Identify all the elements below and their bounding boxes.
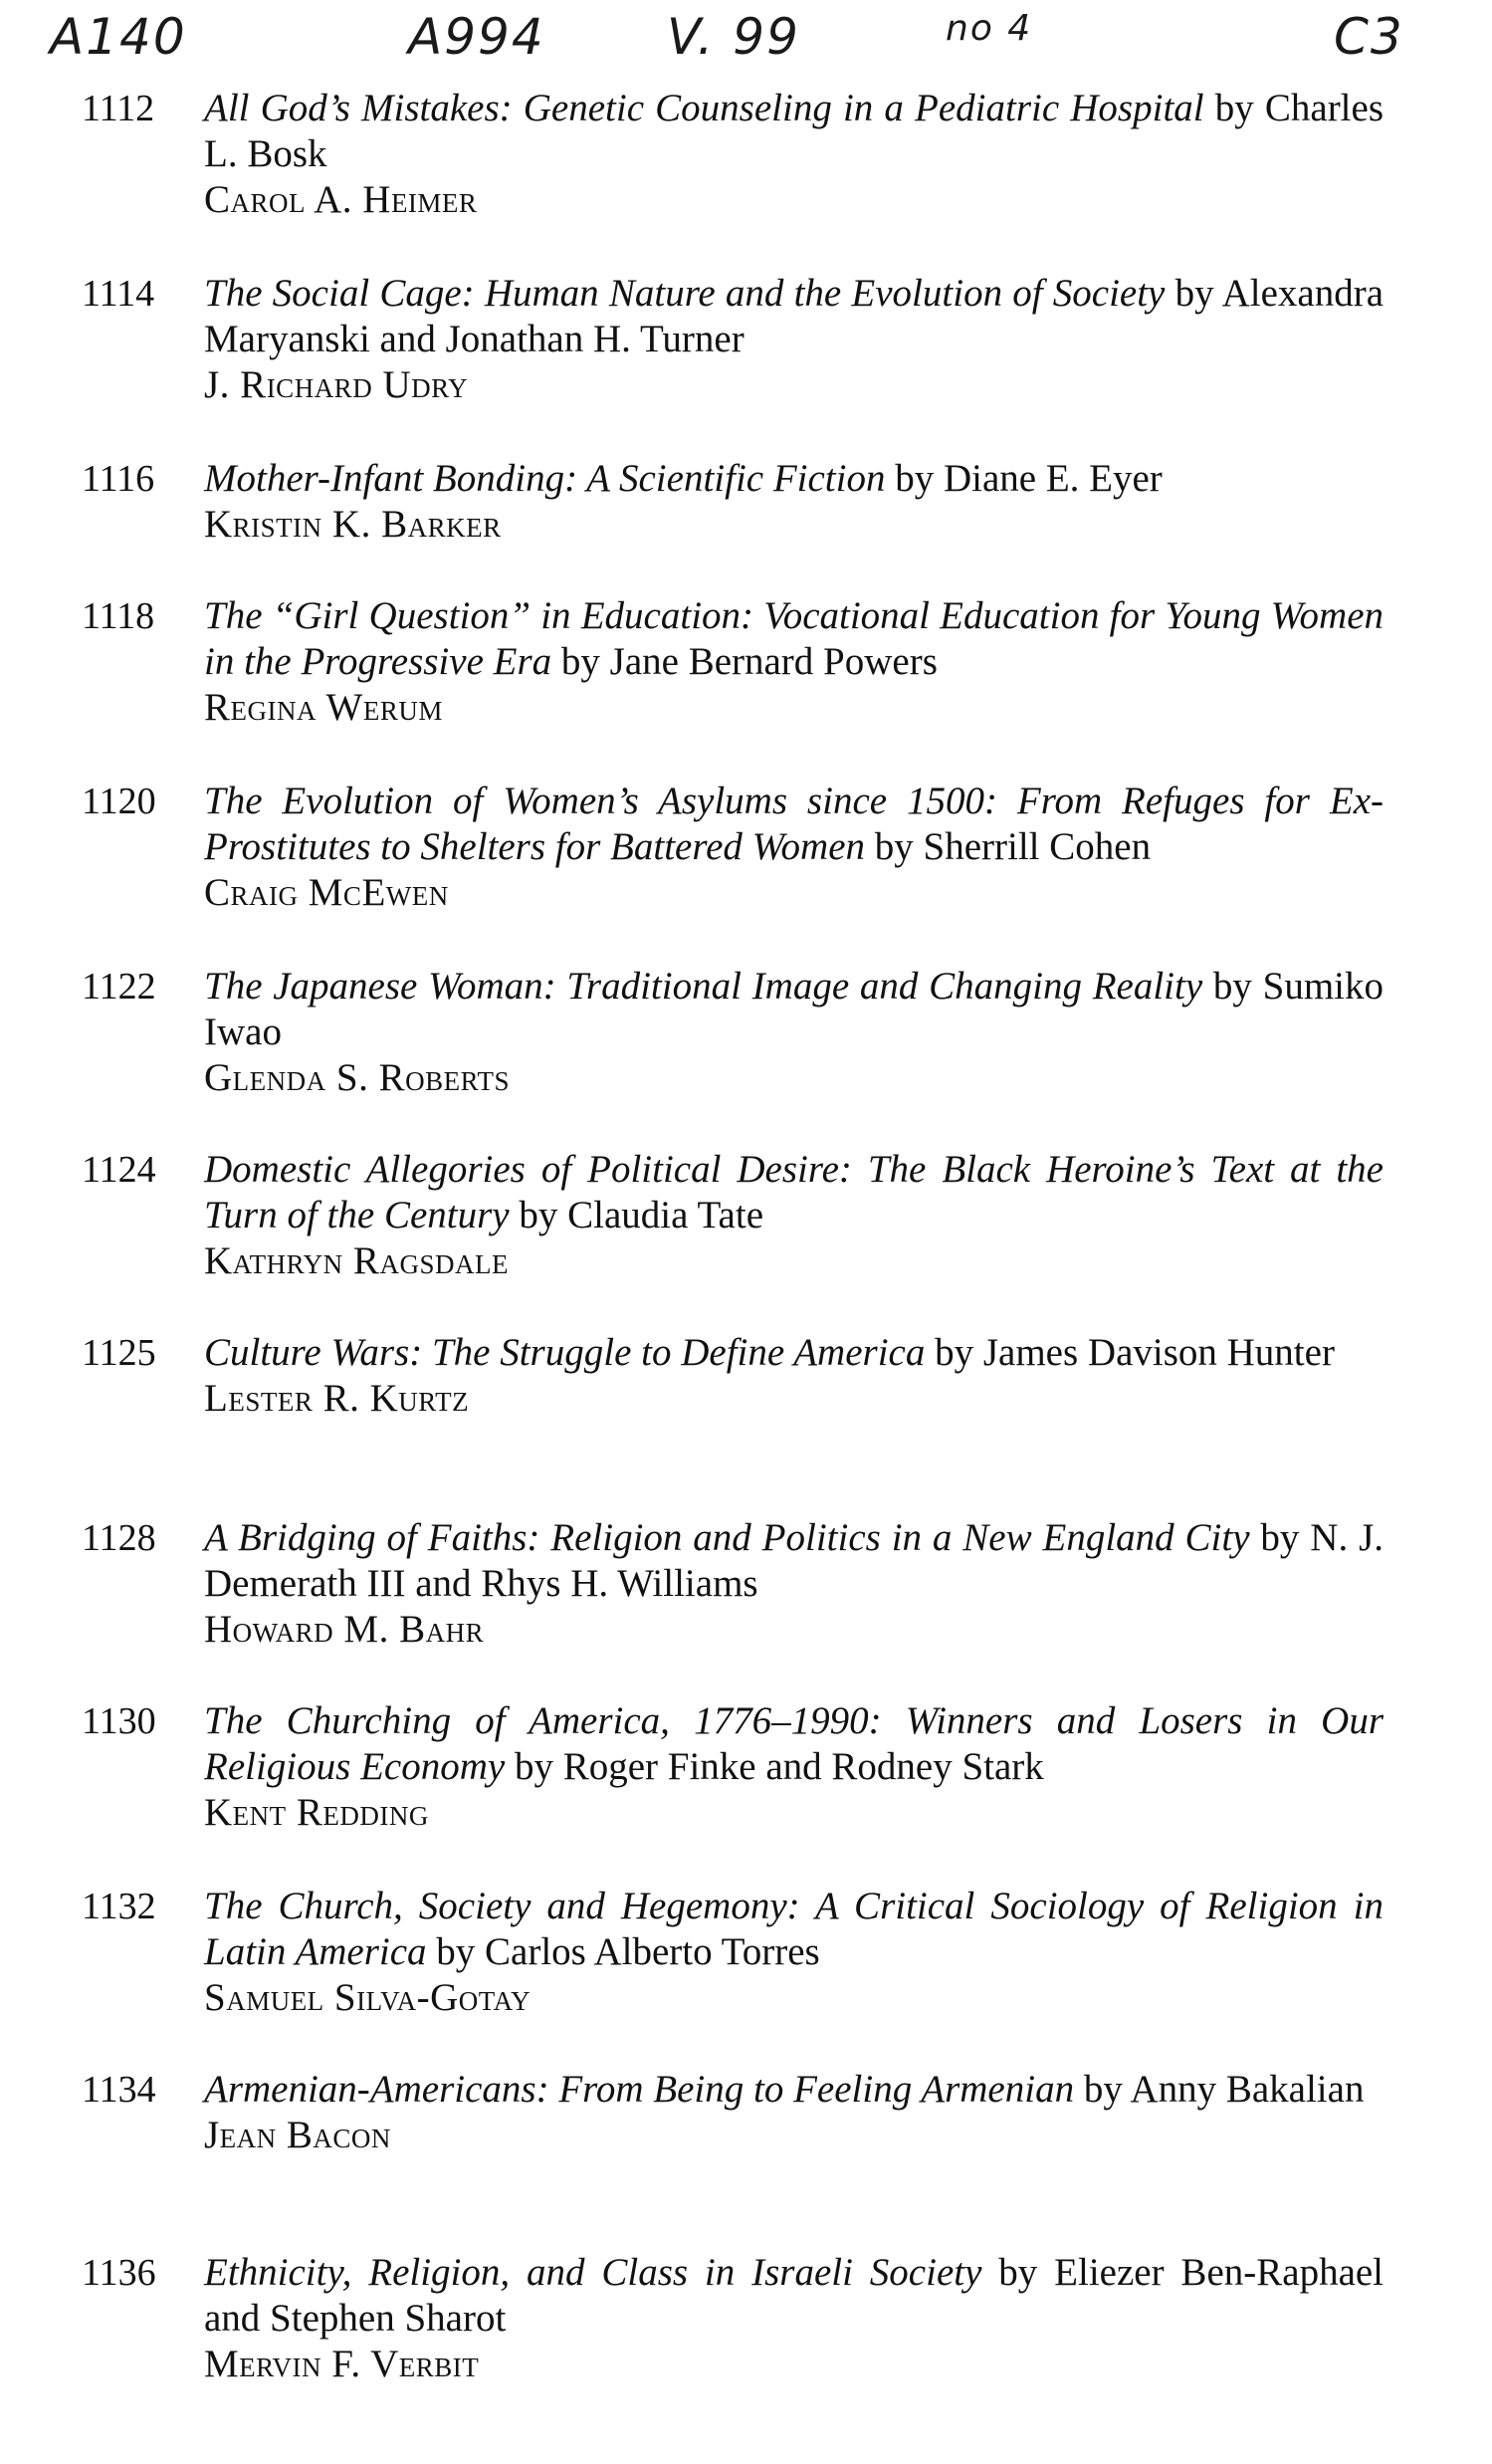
page-number: 1118 — [82, 595, 155, 637]
book-author: by Alexandra Maryanski and Jonathan H. Turner — [204, 272, 1385, 360]
entry-body — [204, 456, 1384, 548]
page-number: 1134 — [82, 2069, 156, 2111]
entry-body — [204, 1698, 1384, 1836]
book-title: All God’s Mistakes: Genetic Counseling in a Pediatric Hospital — [204, 87, 1204, 129]
book-author: by Eliezer Ben-Raphael and Stephen Sharot — [204, 2251, 1385, 2340]
page-number: 1125 — [82, 1332, 156, 1374]
book-author: by Sherrill Cohen — [874, 825, 1152, 868]
page-number: 1120 — [82, 781, 156, 822]
book-title: Mother-Infant Bonding: A Scientific Fiction — [204, 457, 886, 500]
reviewer-name: Carol A. Heimer — [204, 178, 478, 221]
book-title: The Evolution of Women’s Asylums since 1500: From Refuges for Ex-Prostitutes to Shelters for Battered Women — [204, 780, 1384, 868]
reviewer-name: Kathryn Ragsdale — [204, 1239, 509, 1282]
page-number: 1112 — [82, 88, 155, 129]
page-number: 1128 — [82, 1517, 156, 1559]
reviewer-name: Samuel Silva-Gotay — [204, 1976, 532, 2019]
page-number: 1114 — [82, 273, 155, 315]
reviewer-name: Mervin F. Verbit — [204, 2343, 480, 2385]
handwritten-issue: no 4 — [946, 8, 1033, 49]
entry-body — [204, 593, 1384, 731]
book-title: The Japanese Woman: Traditional Image and Changing Reality — [204, 965, 1203, 1008]
entry-body — [204, 1147, 1384, 1284]
book-author: by Roger Finke and Rodney Stark — [514, 1745, 1044, 1788]
book-title: Ethnicity, Religion, and Class in Israeli Society — [204, 2251, 982, 2294]
entry-body — [204, 779, 1384, 916]
page-number: 1132 — [82, 1886, 156, 1927]
page-number: 1130 — [82, 1700, 156, 1742]
reviewer-name: Howard M. Bahr — [204, 1608, 485, 1651]
page-number: 1122 — [82, 966, 156, 1008]
book-title: The Churching of America, 1776–1990: Winners and Losers in Our Religious Economy — [204, 1699, 1384, 1788]
reviewer-name: Kent Redding — [204, 1791, 429, 1834]
handwritten-copy: C3 — [1334, 8, 1404, 66]
book-title: The “Girl Question” in Education: Vocational Education for Young Women in the Progressive Era — [204, 594, 1384, 683]
book-title: The Social Cage: Human Nature and the Evolution of Society — [204, 272, 1166, 315]
book-title: Domestic Allegories of Political Desire: The Black Heroine’s Text at the Turn of the Century — [204, 1148, 1384, 1236]
page-number: 1116 — [82, 458, 155, 500]
reviewer-name: J. Richard Udry — [204, 363, 469, 406]
book-author: by Diane E. Eyer — [895, 457, 1163, 500]
reviewer-name: Kristin K. Barker — [204, 503, 502, 546]
book-author: by Sumiko Iwao — [204, 965, 1385, 1053]
page-number: 1136 — [82, 2252, 156, 2294]
book-author: by N. J. Demerath III and Rhys H. Williams — [204, 1516, 1384, 1605]
book-author: by Charles L. Bosk — [204, 87, 1385, 175]
book-author: by Carlos Alberto Torres — [436, 1930, 820, 1973]
book-author: by Claudia Tate — [519, 1194, 763, 1236]
handwritten-year: A994 — [408, 8, 545, 66]
entry-body — [204, 86, 1384, 223]
reviewer-name: Regina Werum — [204, 686, 443, 729]
book-author: by Anny Bakalian — [1083, 2068, 1365, 2111]
entry-body — [204, 1515, 1384, 1653]
book-title: The Church, Society and Hegemony: A Critical Sociology of Religion in Latin America — [204, 1885, 1384, 1973]
handwritten-call-number — [50, 8, 1443, 68]
reviewer-name: Glenda S. Roberts — [204, 1056, 510, 1099]
reviewer-name: Jean Bacon — [204, 2114, 391, 2156]
handwritten-mark: A140 — [50, 8, 187, 66]
handwritten-volume: V. 99 — [667, 8, 800, 66]
book-title: A Bridging of Faiths: Religion and Politics in a New England City — [204, 1516, 1250, 1559]
book-title: Armenian-Americans: From Being to Feeling Armenian — [204, 2068, 1075, 2111]
entry-body — [204, 2067, 1384, 2158]
reviewer-name: Craig McEwen — [204, 871, 449, 914]
book-author: by James Davison Hunter — [935, 1331, 1335, 1374]
page-number: 1124 — [82, 1149, 156, 1191]
reviewer-name: Lester R. Kurtz — [204, 1377, 470, 1420]
book-author: by Jane Bernard Powers — [560, 640, 938, 683]
entry-body — [204, 1884, 1384, 2021]
entry-body — [204, 2250, 1384, 2387]
entry-body — [204, 964, 1384, 1101]
entry-body — [204, 1330, 1384, 1422]
book-title: Culture Wars: The Struggle to Define America — [204, 1331, 926, 1374]
entry-body — [204, 271, 1384, 408]
